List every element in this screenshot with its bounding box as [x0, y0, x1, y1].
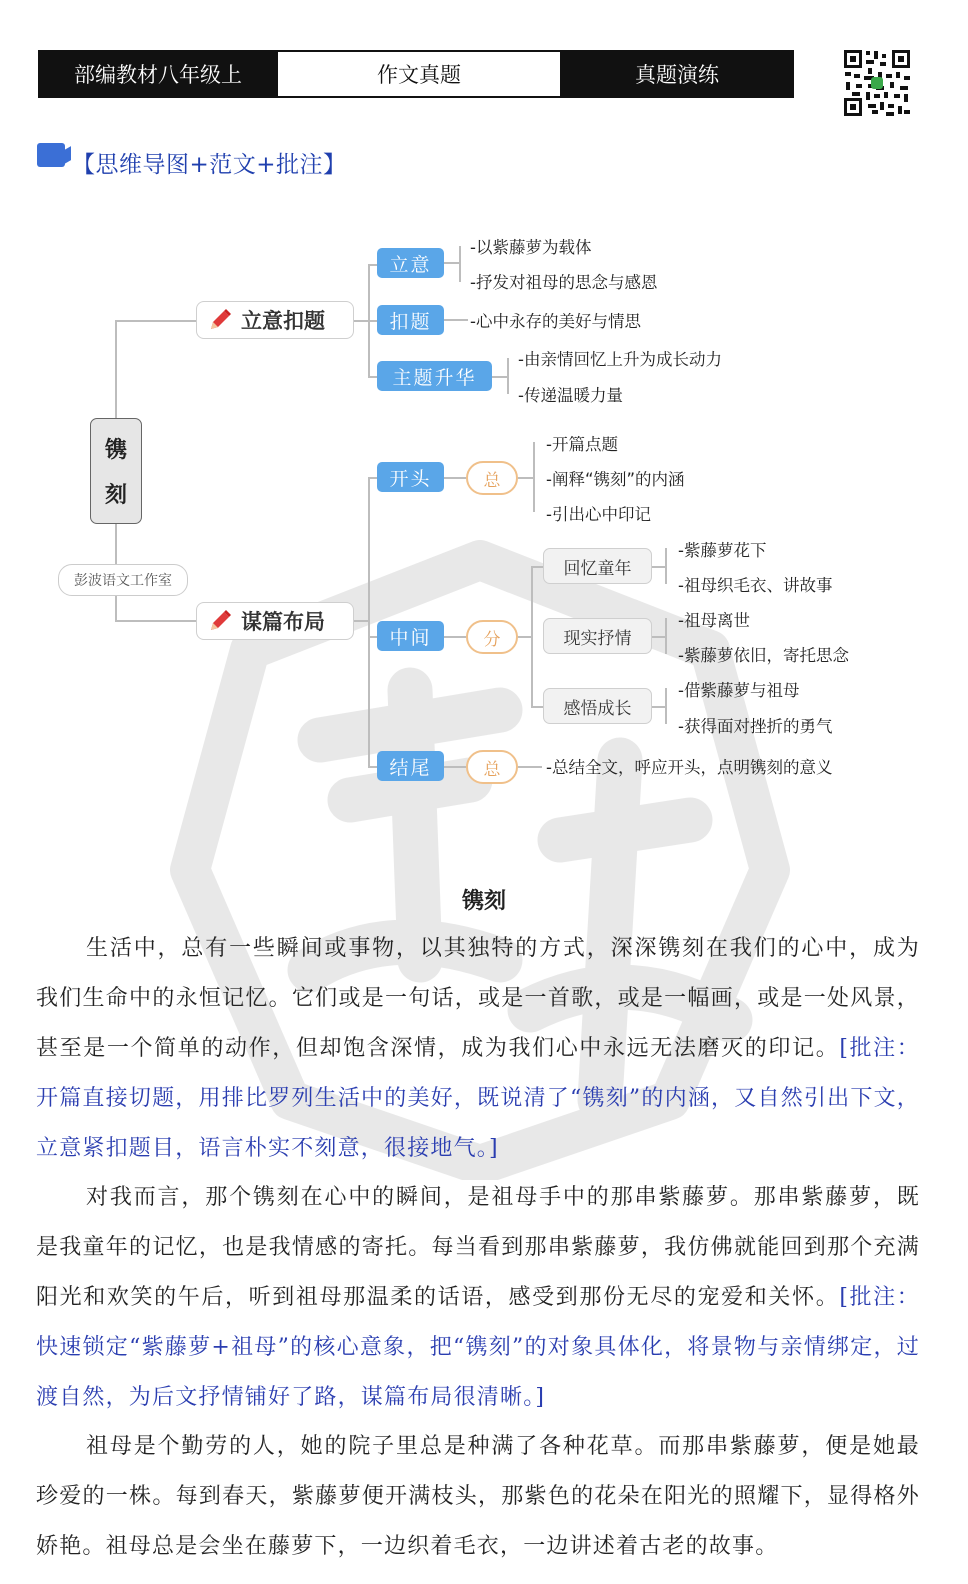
tag-sublimation: 主题升华	[377, 361, 492, 391]
header-grade: 部编教材八年级上	[40, 52, 276, 96]
connector	[354, 620, 368, 622]
leaf: -获得面对挫折的勇气	[678, 717, 833, 736]
connector	[652, 706, 666, 708]
tag-middle: 中间	[377, 621, 444, 651]
essay-paragraph-3	[36, 1422, 920, 1572]
leaf: -抒发对祖母的思念与感恩	[470, 273, 658, 292]
tag-ending: 结尾	[377, 751, 444, 781]
header-practice: 真题演练	[562, 52, 792, 96]
leaf: -传递温暖力量	[518, 386, 623, 405]
connector	[459, 246, 461, 282]
connector	[665, 618, 667, 654]
branch-structure	[196, 602, 354, 640]
tag-topic: 扣题	[377, 305, 444, 335]
leaf: -借紫藤萝与祖母	[678, 681, 800, 700]
leaf: -总结全文，呼应开头，点明镌刻的意义	[546, 758, 833, 777]
paragraph-text: 祖母是个勤劳的人，她的院子里总是种满了各种花草。而那串紫藤萝，便是她最珍爱的一株。每到春天，紫藤萝便开满枝头，那紫色的花朵在阳光的照耀下，显得格外娇艳。祖母总是会坐在藤萝下，一边织着毛衣，一边讲述着古老的故事。	[36, 1434, 920, 1559]
tag-opening: 开头	[377, 462, 444, 492]
root-char-2: 刻	[104, 483, 127, 508]
branch-theme-label: 立意扣题	[241, 309, 325, 333]
connector	[115, 620, 197, 622]
connector	[665, 688, 667, 724]
connector	[518, 636, 532, 638]
leaf: -祖母离世	[678, 611, 750, 630]
branch-structure-label: 谋篇布局	[241, 610, 325, 634]
connector	[652, 636, 666, 638]
leaf: -紫藤萝依旧，寄托思念	[678, 646, 849, 665]
oval-total-1: 总	[466, 461, 518, 495]
root-char-1: 镌	[104, 438, 127, 463]
pencil-icon	[207, 307, 233, 333]
connector	[533, 442, 535, 512]
group-childhood: 回忆童年	[543, 548, 652, 584]
essay-paragraph-1	[36, 924, 920, 1174]
connector	[115, 320, 117, 418]
leaf: -阐释“镌刻”的内涵	[546, 470, 685, 489]
connector	[665, 548, 667, 584]
studio-label: 彭波语文工作室	[58, 564, 188, 596]
leaf: -心中永存的美好与情思	[470, 312, 641, 331]
connector	[507, 358, 509, 394]
connector	[368, 477, 370, 766]
branch-theme	[196, 301, 354, 339]
header-bar	[38, 50, 794, 98]
connector	[115, 320, 197, 322]
connector	[531, 566, 533, 706]
group-reality: 现实抒情	[543, 618, 652, 654]
oval-part: 分	[466, 620, 518, 654]
connector	[652, 566, 666, 568]
section-title: 【思维导图+范文+批注】	[72, 152, 347, 178]
section-flag-icon	[37, 143, 65, 167]
group-growth: 感悟成长	[543, 688, 652, 724]
connector	[531, 706, 543, 708]
leaf: -祖母织毛衣、讲故事	[678, 576, 833, 595]
paragraph-text: 生活中，总有一些瞬间或事物，以其独特的方式，深深镌刻在我们的心中，成为我们生命中的永恒记忆。它们或是一句话，或是一首歌，或是一幅画，或是一处风景，甚至是一个简单的动作，但却饱含深情，成为我们心中永远无法磨灭的印记。	[36, 936, 920, 1061]
header-type: 作文真题	[276, 52, 562, 96]
leaf: -开篇点题	[546, 435, 618, 454]
leaf: -紫藤萝花下	[678, 541, 767, 560]
leaf: -由亲情回忆上升为成长动力	[518, 350, 722, 369]
connector	[531, 566, 543, 568]
connector	[444, 477, 466, 479]
qr-code-icon[interactable]	[842, 48, 912, 118]
connector	[444, 766, 466, 768]
leaf: -以紫藤萝为载体	[470, 238, 592, 257]
essay-title: 镌刻	[461, 889, 506, 914]
connector	[444, 262, 460, 264]
connector	[444, 319, 468, 321]
connector	[354, 320, 368, 322]
annotation: [批注：开篇直接切题，用排比罗列生活中的美好，既说清了“镌刻”的内涵，又自然引出下文，立意紧扣题目，语言朴实不刻意，很接地气。]	[36, 1036, 920, 1161]
connector	[518, 766, 542, 768]
paragraph-text: 对我而言，那个镌刻在心中的瞬间，是祖母手中的那串紫藤萝。那串紫藤萝，既是我童年的记忆，也是我情感的寄托。每当看到那串紫藤萝，我仿佛就能回到那个充满阳光和欢笑的午后，听到祖母那温柔的话语，感受到那份无尽的宠爱和关怀。	[36, 1185, 920, 1310]
oval-total-2: 总	[466, 750, 518, 784]
essay-paragraph-2	[36, 1173, 920, 1423]
pencil-icon	[207, 608, 233, 634]
connector	[518, 477, 534, 479]
leaf: -引出心中印记	[546, 505, 651, 524]
mindmap-root	[90, 418, 142, 524]
tag-intent: 立意	[377, 248, 444, 278]
annotation: [批注：快速锁定“紫藤萝+祖母”的核心意象，把“镌刻”的对象具体化，将景物与亲情绑定，过渡自然，为后文抒情铺好了路，谋篇布局很清晰。]	[36, 1285, 920, 1410]
connector	[444, 636, 466, 638]
connector	[492, 376, 508, 378]
